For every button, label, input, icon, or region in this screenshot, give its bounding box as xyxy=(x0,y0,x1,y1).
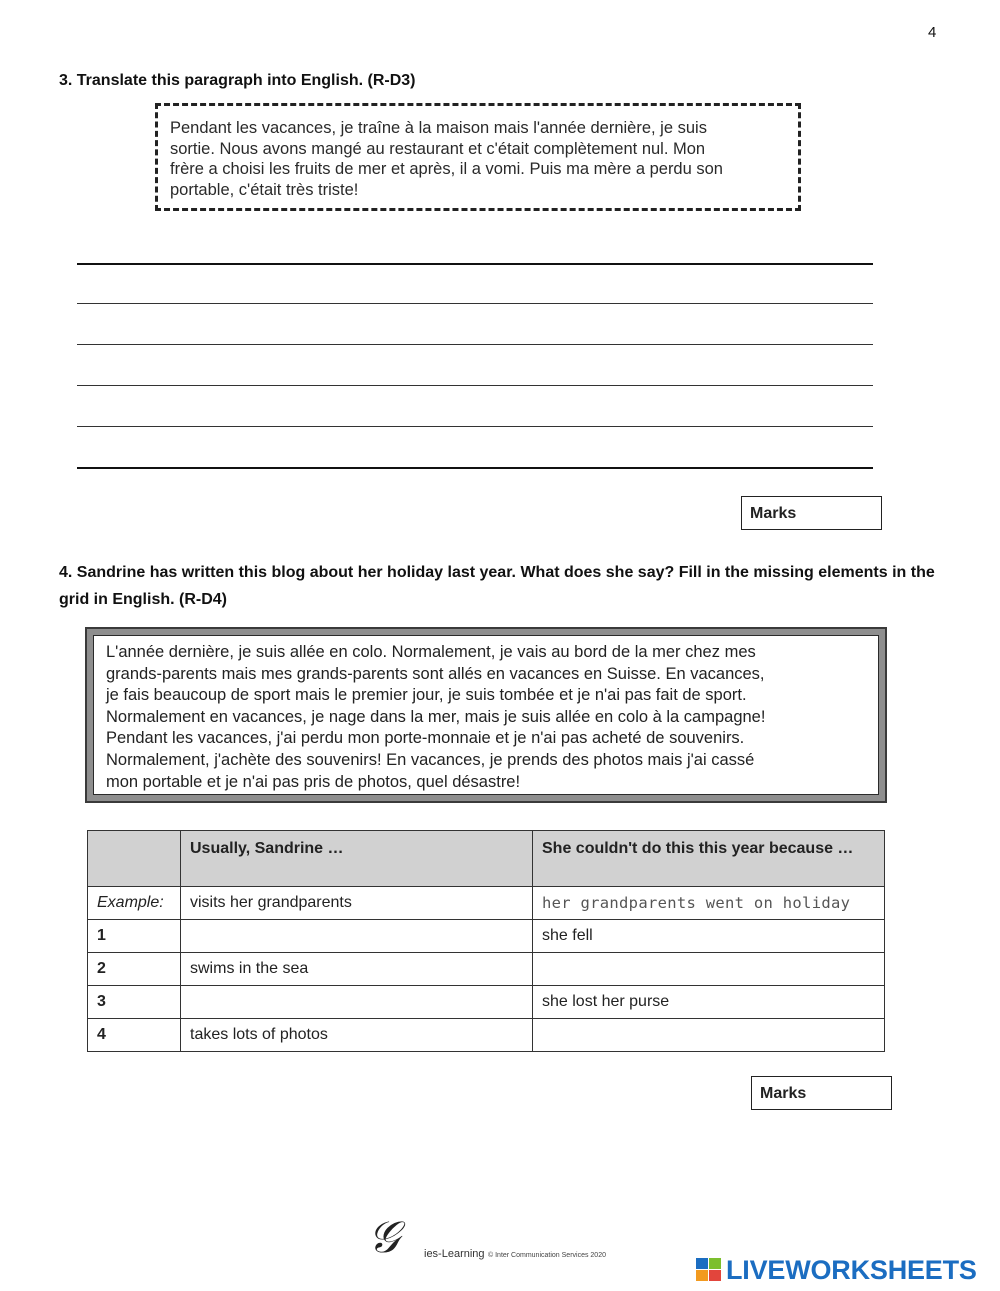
answer-line-1[interactable] xyxy=(77,263,873,265)
blog-text xyxy=(93,635,879,795)
row-number: 1 xyxy=(88,920,181,953)
cell-because: she lost her purse xyxy=(533,986,885,1019)
answer-line-2[interactable] xyxy=(77,303,873,304)
cell-usually: swims in the sea xyxy=(181,953,533,986)
row-number: 3 xyxy=(88,986,181,1019)
paragraph-line: sortie. Nous avons mangé au restaurant et c'était complètement nul. Mon xyxy=(170,139,706,158)
translation-paragraph-box xyxy=(155,103,801,211)
blog-line: grands-parents mais mes grands-parents sont allés en vacances en Suisse. En vacances, xyxy=(106,664,765,683)
header-cell-usually: Usually, Sandrine … xyxy=(181,831,533,887)
blog-line: je fais beaucoup de sport mais le premier jour, je suis tombée et je n'ai pas fait de sport. xyxy=(106,686,747,705)
answer-cell-usually[interactable] xyxy=(181,920,533,953)
table-row-example xyxy=(88,887,885,920)
header-cell-empty xyxy=(88,831,181,887)
paragraph-line: frère a choisi les fruits de mer et après, il a vomi. Puis ma mère a perdu son xyxy=(170,160,723,178)
ies-logo-icon: 𝒢 xyxy=(368,1212,400,1263)
example-label: Example: xyxy=(88,887,181,920)
blog-line: L'année dernière, je suis allée en colo. Normalement, je vais au bord de la mer chez mes xyxy=(106,643,756,661)
liveworksheets-text: LIVEWORKSHEETS xyxy=(726,1255,977,1285)
question-3-title: 3. Translate this paragraph into English. (R-D3) xyxy=(59,72,416,89)
table-row xyxy=(88,920,885,953)
answer-line-3[interactable] xyxy=(77,344,873,345)
row-number: 4 xyxy=(88,1019,181,1052)
table-row xyxy=(88,1019,885,1052)
blog-line: mon portable et je n'ai pas pris de photos, quel désastre! xyxy=(106,772,521,791)
ies-learning-logo xyxy=(368,1214,638,1270)
footer-copyright: © Inter Communication Services 2020 xyxy=(488,1252,606,1259)
example-usually: visits her grandparents xyxy=(181,887,533,920)
answer-line-6[interactable] xyxy=(77,467,873,469)
liveworksheets-icon xyxy=(696,1258,722,1282)
header-cell-because: She couldn't do this this year because … xyxy=(533,831,885,887)
marks-box-q3[interactable]: Marks xyxy=(741,496,882,530)
row-number: 2 xyxy=(88,953,181,986)
page-number: 4 xyxy=(928,24,937,41)
answer-cell-usually[interactable] xyxy=(181,986,533,1019)
marks-box-q4[interactable]: Marks xyxy=(751,1076,892,1110)
table-header-row xyxy=(88,831,885,887)
answer-cell-because[interactable] xyxy=(533,1019,885,1052)
answer-grid xyxy=(87,830,885,1052)
answer-cell-because[interactable] xyxy=(533,953,885,986)
blog-line: Pendant les vacances, j'ai perdu mon porte-monnaie et je n'ai pas acheté de souvenirs. xyxy=(106,729,745,748)
liveworksheets-logo[interactable] xyxy=(696,1254,996,1286)
table-row xyxy=(88,986,885,1019)
answer-line-5[interactable] xyxy=(77,426,873,427)
cell-because: she fell xyxy=(533,920,885,953)
example-because: her grandparents went on holiday xyxy=(533,887,885,920)
table-row xyxy=(88,953,885,986)
blog-frame xyxy=(85,627,887,803)
paragraph-line: Pendant les vacances, je traîne à la maison mais l'année dernière, je suis xyxy=(170,119,707,137)
answer-line-4[interactable] xyxy=(77,385,873,386)
question-4-title: 4. Sandrine has written this blog about her holiday last year. What does she say? Fill in the missing elements in the grid in English. (R-D4) xyxy=(59,564,935,608)
cell-usually: takes lots of photos xyxy=(181,1019,533,1052)
paragraph-line: portable, c'était très triste! xyxy=(170,180,359,199)
blog-line: Normalement, j'achète des souvenirs! En vacances, je prends des photos mais j'ai cassé xyxy=(106,750,755,769)
footer-brand: ies-Learning xyxy=(424,1248,485,1260)
blog-line: Normalement en vacances, je nage dans la mer, mais je suis allée en colo à la campagne! xyxy=(106,707,766,726)
